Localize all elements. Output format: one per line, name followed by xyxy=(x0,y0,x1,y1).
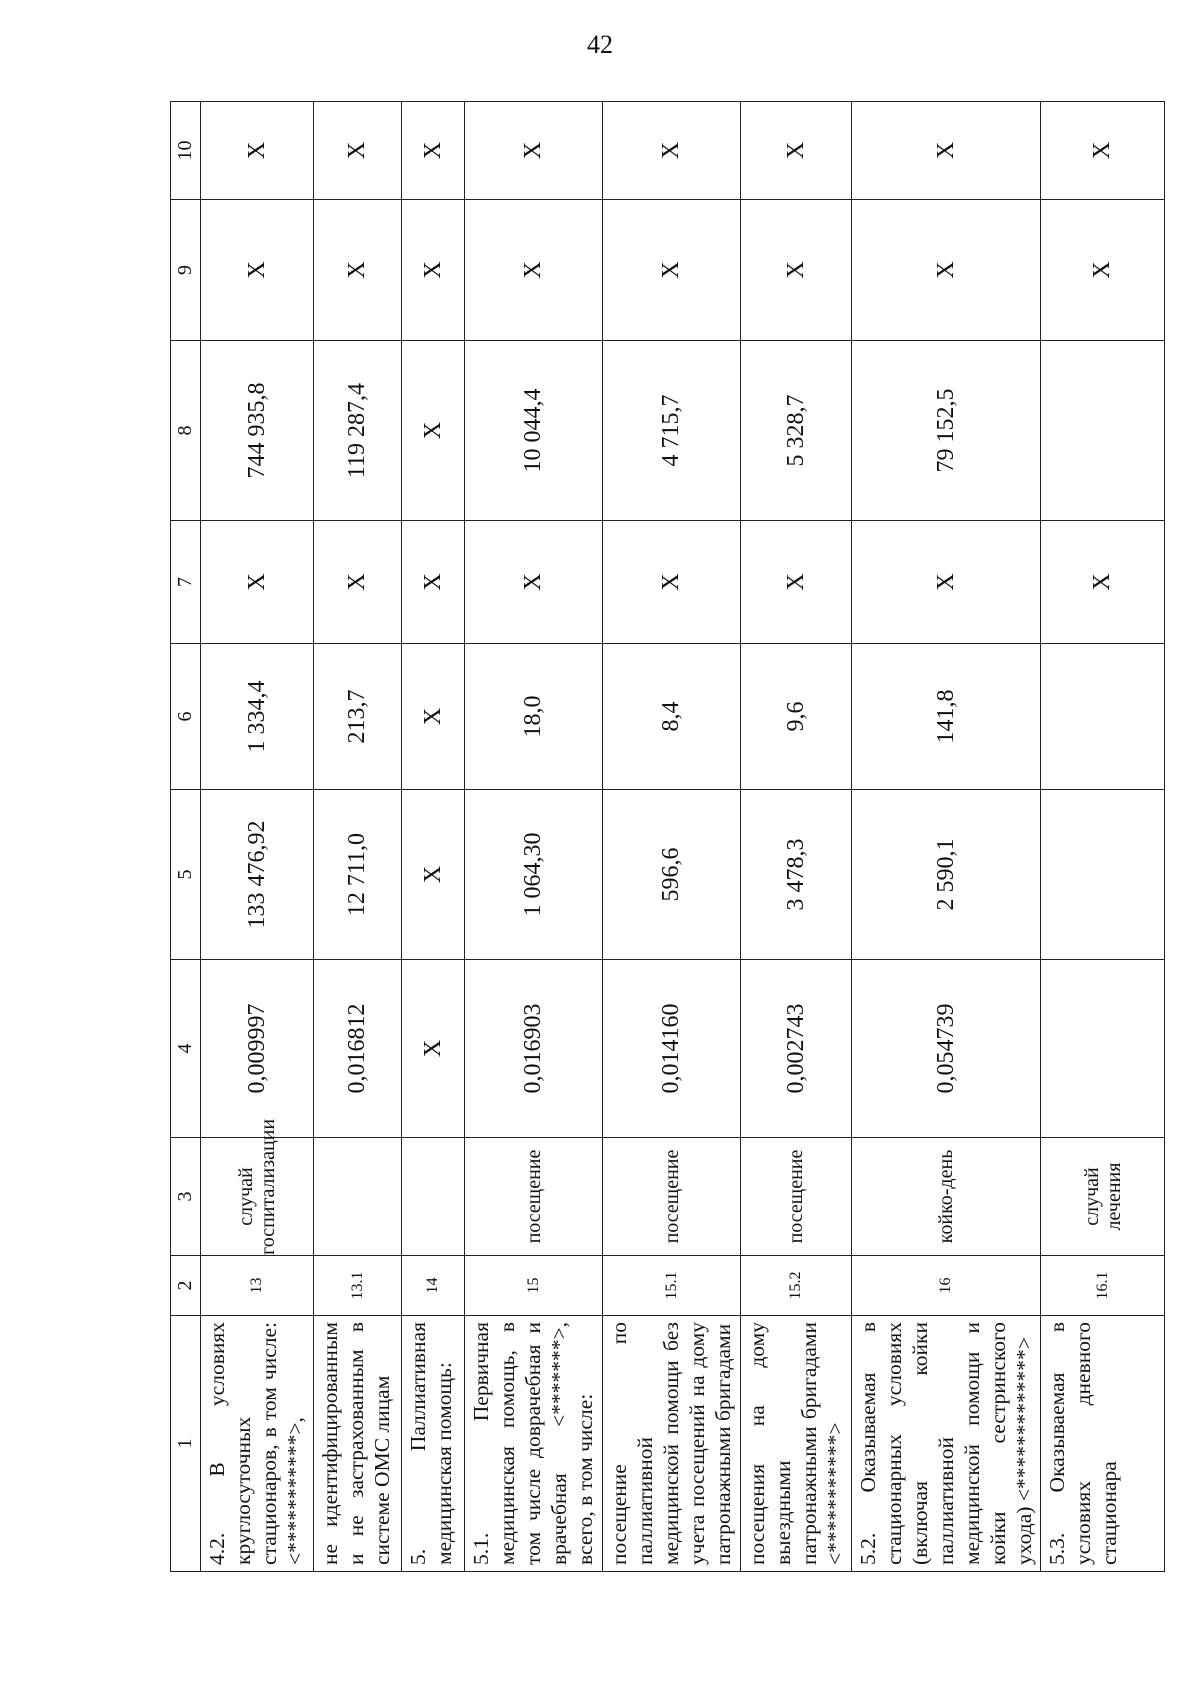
cell-col-6: 141,8 xyxy=(852,644,1041,790)
cell-col-2: 14 xyxy=(402,1256,465,1316)
cell-col-1: не идентифицированным и не застрахованным в системе ОМС лицам xyxy=(314,1316,402,1572)
table-row xyxy=(201,102,314,1572)
cell-col-3: посещение xyxy=(603,1138,741,1256)
cell-col-7: X xyxy=(314,521,402,644)
cell-col-10: X xyxy=(314,102,402,200)
cell-col-10: X xyxy=(402,102,465,200)
cell-col-4: 0,054739 xyxy=(852,960,1041,1138)
rotated-table-container xyxy=(170,102,1125,1572)
cell-col-6 xyxy=(1041,644,1165,790)
cell-col-9: X xyxy=(603,200,741,341)
cell-col-9: X xyxy=(465,200,603,341)
cell-col-1: 4.2. В условиях круглосуточных стационаров, в том числе: <***********>, xyxy=(201,1316,314,1572)
cell-col-5: 2 590,1 xyxy=(852,790,1041,960)
cell-col-6: 9,6 xyxy=(741,644,852,790)
cell-col-5 xyxy=(1041,790,1165,960)
cell-col-5: 596,6 xyxy=(603,790,741,960)
header-cell: 9 xyxy=(171,200,201,341)
table-row xyxy=(402,102,465,1572)
cell-col-1: 5.2. Оказываемая в стационарных условиях (включая койки паллиативной медицинской помощи и койки сестринского ухода) <*************> xyxy=(852,1316,1041,1572)
cell-col-7: X xyxy=(402,521,465,644)
cell-col-9: X xyxy=(402,200,465,341)
cell-col-4: 0,002743 xyxy=(741,960,852,1138)
cell-col-8: 10 044,4 xyxy=(465,341,603,521)
header-cell: 2 xyxy=(171,1256,201,1316)
cell-col-7: X xyxy=(852,521,1041,644)
cell-col-1: 5.3. Оказываемая в условиях дневного стационара xyxy=(1041,1316,1165,1572)
cell-col-8 xyxy=(1041,341,1165,521)
cell-col-6: X xyxy=(402,644,465,790)
cell-col-4 xyxy=(1041,960,1165,1138)
cell-col-2: 15.1 xyxy=(603,1256,741,1316)
cell-col-9: X xyxy=(201,200,314,341)
cell-col-8: 5 328,7 xyxy=(741,341,852,521)
cell-col-6: 213,7 xyxy=(314,644,402,790)
cell-col-4: 0,009997 xyxy=(201,960,314,1138)
cell-col-7: X xyxy=(465,521,603,644)
cell-col-9: X xyxy=(852,200,1041,341)
data-table xyxy=(170,101,1165,1572)
cell-col-6: 8,4 xyxy=(603,644,741,790)
cell-col-5: X xyxy=(402,790,465,960)
cell-col-10: X xyxy=(201,102,314,200)
table-row xyxy=(741,102,852,1572)
page-number: 42 xyxy=(587,30,613,59)
cell-col-1: посещение по паллиативной медицинской помощи без учета посещений на дому патронажными бригадами xyxy=(603,1316,741,1572)
cell-col-10: X xyxy=(1041,102,1165,200)
cell-col-2: 13 xyxy=(201,1256,314,1316)
cell-col-1: посещения на дому выездными патронажными бригадами <***********> xyxy=(741,1316,852,1572)
header-cell: 5 xyxy=(171,790,201,960)
table-row xyxy=(852,102,1041,1572)
cell-col-8: X xyxy=(402,341,465,521)
cell-col-8: 119 287,4 xyxy=(314,341,402,521)
cell-col-3: посещение xyxy=(465,1138,603,1256)
cell-col-5: 12 711,0 xyxy=(314,790,402,960)
cell-col-2: 16 xyxy=(852,1256,1041,1316)
cell-col-7: X xyxy=(741,521,852,644)
cell-col-6: 18,0 xyxy=(465,644,603,790)
cell-col-10: X xyxy=(603,102,741,200)
table-row xyxy=(603,102,741,1572)
cell-col-2: 16.1 xyxy=(1041,1256,1165,1316)
cell-col-9: X xyxy=(314,200,402,341)
cell-col-2: 13.1 xyxy=(314,1256,402,1316)
header-row xyxy=(171,102,201,1572)
cell-col-1: 5.1. Первичная медицинская помощь, в том числе доврачебная и врачебная <*******>, всего, в том числе: xyxy=(465,1316,603,1572)
cell-col-9: X xyxy=(1041,200,1165,341)
cell-col-5: 1 064,30 xyxy=(465,790,603,960)
cell-col-4: 0,016812 xyxy=(314,960,402,1138)
cell-col-2: 15 xyxy=(465,1256,603,1316)
cell-col-7: X xyxy=(603,521,741,644)
cell-col-3: случай лечения xyxy=(1041,1138,1165,1256)
cell-col-5: 3 478,3 xyxy=(741,790,852,960)
cell-col-3: случай госпитализации xyxy=(201,1138,314,1256)
cell-col-7: X xyxy=(1041,521,1165,644)
header-cell: 8 xyxy=(171,341,201,521)
cell-col-4: 0,014160 xyxy=(603,960,741,1138)
header-cell: 7 xyxy=(171,521,201,644)
cell-col-7: X xyxy=(201,521,314,644)
cell-col-2: 15.2 xyxy=(741,1256,852,1316)
cell-col-10: X xyxy=(852,102,1041,200)
cell-col-8: 4 715,7 xyxy=(603,341,741,521)
header-cell: 3 xyxy=(171,1138,201,1256)
cell-col-3 xyxy=(402,1138,465,1256)
cell-col-10: X xyxy=(741,102,852,200)
table-row xyxy=(465,102,603,1572)
cell-col-4: X xyxy=(402,960,465,1138)
table-row xyxy=(1041,102,1165,1572)
cell-col-1: 5. Паллиативная медицинская помощь: xyxy=(402,1316,465,1572)
header-cell: 6 xyxy=(171,644,201,790)
cell-col-4: 0,016903 xyxy=(465,960,603,1138)
cell-col-9: X xyxy=(741,200,852,341)
cell-col-10: X xyxy=(465,102,603,200)
cell-col-3 xyxy=(314,1138,402,1256)
header-cell: 4 xyxy=(171,960,201,1138)
cell-col-3: посещение xyxy=(741,1138,852,1256)
cell-col-6: 1 334,4 xyxy=(201,644,314,790)
header-cell: 1 xyxy=(171,1316,201,1572)
header-cell: 10 xyxy=(171,102,201,200)
cell-col-8: 79 152,5 xyxy=(852,341,1041,521)
cell-col-3: койко-день xyxy=(852,1138,1041,1256)
table-row xyxy=(314,102,402,1572)
cell-col-8: 744 935,8 xyxy=(201,341,314,521)
cell-col-5: 133 476,92 xyxy=(201,790,314,960)
